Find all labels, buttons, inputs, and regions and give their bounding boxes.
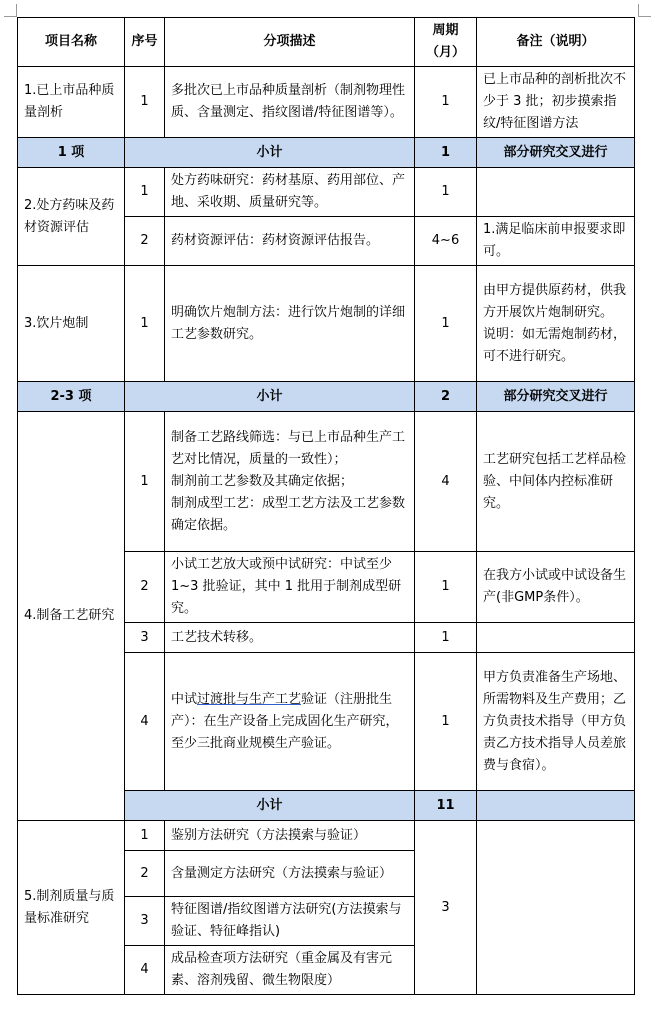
seq-cell: 4 — [125, 946, 165, 995]
desc-cell: 鉴别方法研究（方法摸索与验证） — [165, 821, 415, 851]
period-cell: 1 — [415, 168, 477, 217]
seq-cell: 1 — [125, 266, 165, 382]
note-cell — [477, 821, 635, 995]
note-cell — [477, 266, 635, 382]
period-cell: 1 — [415, 653, 477, 791]
header-period: 周期（月） — [415, 18, 477, 67]
period-cell: 4 — [415, 412, 477, 552]
table-row — [18, 266, 635, 382]
period-cell: 1 — [415, 552, 477, 623]
note-line: 由甲方提供原药材，供我方开展饮片炮制研究。 — [483, 282, 627, 320]
page-corner-mark-right — [638, 4, 651, 17]
subtotal-title: 小计 — [125, 382, 415, 412]
table-row — [18, 412, 635, 552]
subtotal-row — [18, 138, 635, 168]
period-cell: 1 — [415, 266, 477, 382]
seq-cell: 1 — [125, 412, 165, 552]
note-cell: 工艺研究包括工艺样品检验、中间体内控标准研究。 — [477, 412, 635, 552]
header-desc: 分项描述 — [165, 18, 415, 67]
seq-cell: 4 — [125, 653, 165, 791]
period-cell: 1 — [415, 67, 477, 138]
note-cell: 在我方小试或中试设备生产(非GMP条件）。 — [477, 552, 635, 623]
desc-text: 验证（注册批生产）：在生产设备上完成固化生产研究，至少三批商业规模生产验证。 — [171, 691, 399, 751]
subtotal-period: 2 — [415, 382, 477, 412]
desc-line: 制剂前工艺参数及其确定依据； — [171, 473, 354, 489]
subtotal-note: 部分研究交叉进行 — [477, 138, 635, 168]
seq-cell: 1 — [125, 67, 165, 138]
header-note: 备注（说明） — [477, 18, 635, 67]
note-cell: 已上市品种的剖析批次不少于 3 批；初步摸索指纹/特征图谱方法 — [477, 67, 635, 138]
period-cell: 1 — [415, 623, 477, 653]
subtotal-row — [18, 382, 635, 412]
project-name: 1.已上市品种质量剖析 — [18, 67, 125, 138]
desc-cell: 工艺技术转移。 — [165, 623, 415, 653]
desc-cell: 含量测定方法研究（方法摸索与验证） — [165, 851, 415, 897]
desc-cell: 成品检查项方法研究（重金属及有害元素、溶剂残留、微生物限度） — [165, 946, 415, 995]
period-cell: 4~6 — [415, 217, 477, 266]
seq-cell: 2 — [125, 217, 165, 266]
subtotal-label: 1 项 — [18, 138, 125, 168]
seq-cell: 2 — [125, 552, 165, 623]
note-cell — [477, 168, 635, 217]
table-row — [18, 67, 635, 138]
table-row — [18, 821, 635, 851]
project-name: 4.制备工艺研究 — [18, 412, 125, 821]
note-cell — [477, 623, 635, 653]
subtotal-period: 11 — [415, 791, 477, 821]
desc-line: 制剂成型工艺：成型工艺方法及工艺参数确定依据。 — [171, 495, 406, 533]
header-project: 项目名称 — [18, 18, 125, 67]
note-cell: 1.满足临床前申报要求即可。 — [477, 217, 635, 266]
desc-cell — [165, 653, 415, 791]
header-seq: 序号 — [125, 18, 165, 67]
header-row — [18, 18, 635, 67]
desc-cell: 多批次已上市品种质量剖析（制剂物理性质、含量测定、指纹图谱/特征图谱等）。 — [165, 67, 415, 138]
seq-cell: 1 — [125, 168, 165, 217]
period-cell: 3 — [415, 821, 477, 995]
desc-cell: 小试工艺放大或预中试研究：中试至少 1~3 批验证，其中 1 批用于制剂成型研究。 — [165, 552, 415, 623]
table-row — [18, 168, 635, 217]
seq-cell: 2 — [125, 851, 165, 897]
desc-line: 制备工艺路线筛选：与已上市品种生产工艺对比情况，质量的一致性）； — [171, 429, 406, 467]
project-name: 2.处方药味及药材资源评估 — [18, 168, 125, 266]
note-cell: 甲方负责准备生产场地、所需物料及生产费用；乙方负责技术指导（甲方负责乙方技术指导人员差旅费与食宿）。 — [477, 653, 635, 791]
subtotal-title: 小计 — [125, 138, 415, 168]
seq-cell: 3 — [125, 897, 165, 946]
desc-underlined-text: 过渡批与生产工艺 — [197, 691, 302, 707]
project-plan-table — [17, 17, 635, 995]
desc-cell — [165, 412, 415, 552]
seq-cell: 1 — [125, 821, 165, 851]
subtotal-period: 1 — [415, 138, 477, 168]
desc-cell: 处方药味研究：药材基原、药用部位、产地、采收期、质量研究等。 — [165, 168, 415, 217]
desc-text: 中试 — [171, 691, 198, 707]
subtotal-note: 部分研究交叉进行 — [477, 382, 635, 412]
subtotal-label: 2-3 项 — [18, 382, 125, 412]
desc-cell: 药材资源评估：药材资源评估报告。 — [165, 217, 415, 266]
project-name: 3.饮片炮制 — [18, 266, 125, 382]
desc-cell: 明确饮片炮制方法：进行饮片炮制的详细工艺参数研究。 — [165, 266, 415, 382]
desc-cell: 特征图谱/指纹图谱方法研究(方法摸索与验证、特征峰指认) — [165, 897, 415, 946]
seq-cell: 3 — [125, 623, 165, 653]
note-line: 说明：如无需炮制药材，可不进行研究。 — [483, 326, 627, 364]
page-corner-mark-left — [4, 4, 17, 17]
subtotal-title: 小计 — [125, 791, 415, 821]
subtotal-note — [477, 791, 635, 821]
project-name: 5.制剂质量与质量标准研究 — [18, 821, 125, 995]
